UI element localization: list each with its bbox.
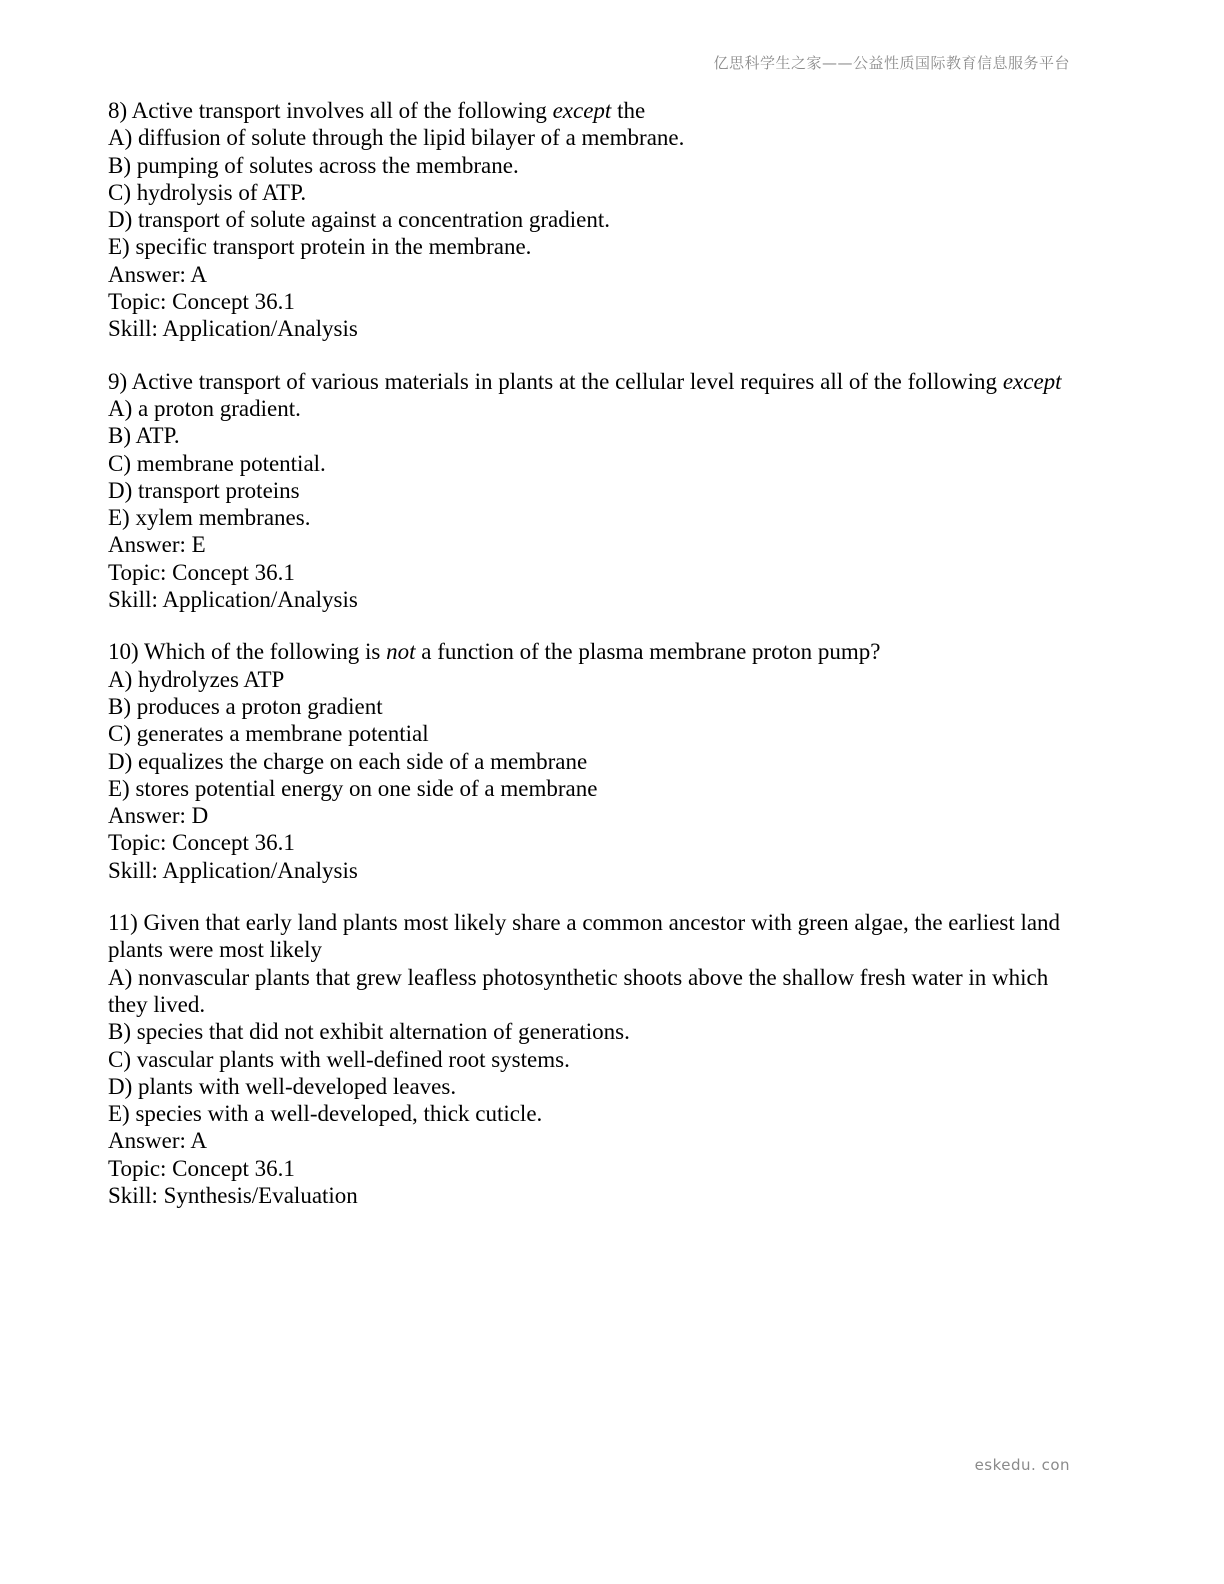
option-b: B) pumping of solutes across the membrane. <box>108 152 519 178</box>
question-stem: 10) Which of the following is not a function of the plasma membrane proton pump? <box>108 639 881 665</box>
answer-line: Answer: A <box>108 261 208 287</box>
page-header-watermark: 亿思科学生之家——公益性质国际教育信息服务平台 <box>713 54 1070 72</box>
option-b: B) ATP. <box>108 423 180 449</box>
option-e: E) xylem membranes. <box>108 505 311 531</box>
option-a: A) a proton gradient. <box>108 395 301 421</box>
question-11 <box>108 909 1108 1209</box>
skill-line: Skill: Application/Analysis <box>108 316 358 342</box>
skill-line: Skill: Application/Analysis <box>108 857 358 883</box>
option-a: A) hydrolyzes ATP <box>108 666 285 692</box>
emphasis-word: not <box>386 639 416 665</box>
page-footer-site: eskedu. con <box>974 1456 1070 1474</box>
option-b: B) produces a proton gradient <box>108 693 383 719</box>
question-stem-continued: plants were most likely <box>108 937 322 963</box>
question-stem: 9) Active transport of various materials in plants at the cellular level requires all of the following except <box>108 368 1062 394</box>
option-e: E) specific transport protein in the membrane. <box>108 234 532 260</box>
question-10 <box>108 638 1108 884</box>
topic-line: Topic: Concept 36.1 <box>108 289 295 315</box>
question-9 <box>108 368 1108 614</box>
question-stem: 11) Given that early land plants most likely share a common ancestor with green algae, the earliest land <box>108 910 1061 936</box>
skill-line: Skill: Application/Analysis <box>108 587 358 613</box>
skill-line: Skill: Synthesis/Evaluation <box>108 1182 358 1208</box>
answer-line: Answer: D <box>108 803 209 829</box>
topic-line: Topic: Concept 36.1 <box>108 559 295 585</box>
option-d: D) equalizes the charge on each side of a membrane <box>108 748 588 774</box>
answer-line: Answer: A <box>108 1128 208 1154</box>
option-c: C) generates a membrane potential <box>108 721 429 747</box>
topic-line: Topic: Concept 36.1 <box>108 1155 295 1181</box>
emphasis-word: except <box>552 98 612 123</box>
option-c: C) hydrolysis of ATP. <box>108 179 307 205</box>
topic-line: Topic: Concept 36.1 <box>108 830 295 856</box>
option-d: D) transport proteins <box>108 477 300 503</box>
option-e: E) stores potential energy on one side of a membrane <box>108 775 598 801</box>
option-e: E) species with a well-developed, thick cuticle. <box>108 1101 543 1127</box>
question-list <box>108 97 1108 1234</box>
question-stem: 8) Active transport involves all of the following except the <box>108 98 646 123</box>
emphasis-word: except <box>1002 368 1062 394</box>
option-a-continued: they lived. <box>108 991 206 1017</box>
option-a: A) diffusion of solute through the lipid bilayer of a membrane. <box>108 125 685 151</box>
option-c: C) membrane potential. <box>108 450 326 476</box>
option-d: D) plants with well-developed leaves. <box>108 1073 457 1099</box>
option-d: D) transport of solute against a concentration gradient. <box>108 207 611 233</box>
option-c: C) vascular plants with well-defined root systems. <box>108 1046 570 1072</box>
answer-line: Answer: E <box>108 532 206 558</box>
option-a: A) nonvascular plants that grew leafless photosynthetic shoots above the shallow fresh water in which <box>108 964 1049 990</box>
question-8 <box>108 97 1108 343</box>
option-b: B) species that did not exhibit alternation of generations. <box>108 1019 630 1045</box>
